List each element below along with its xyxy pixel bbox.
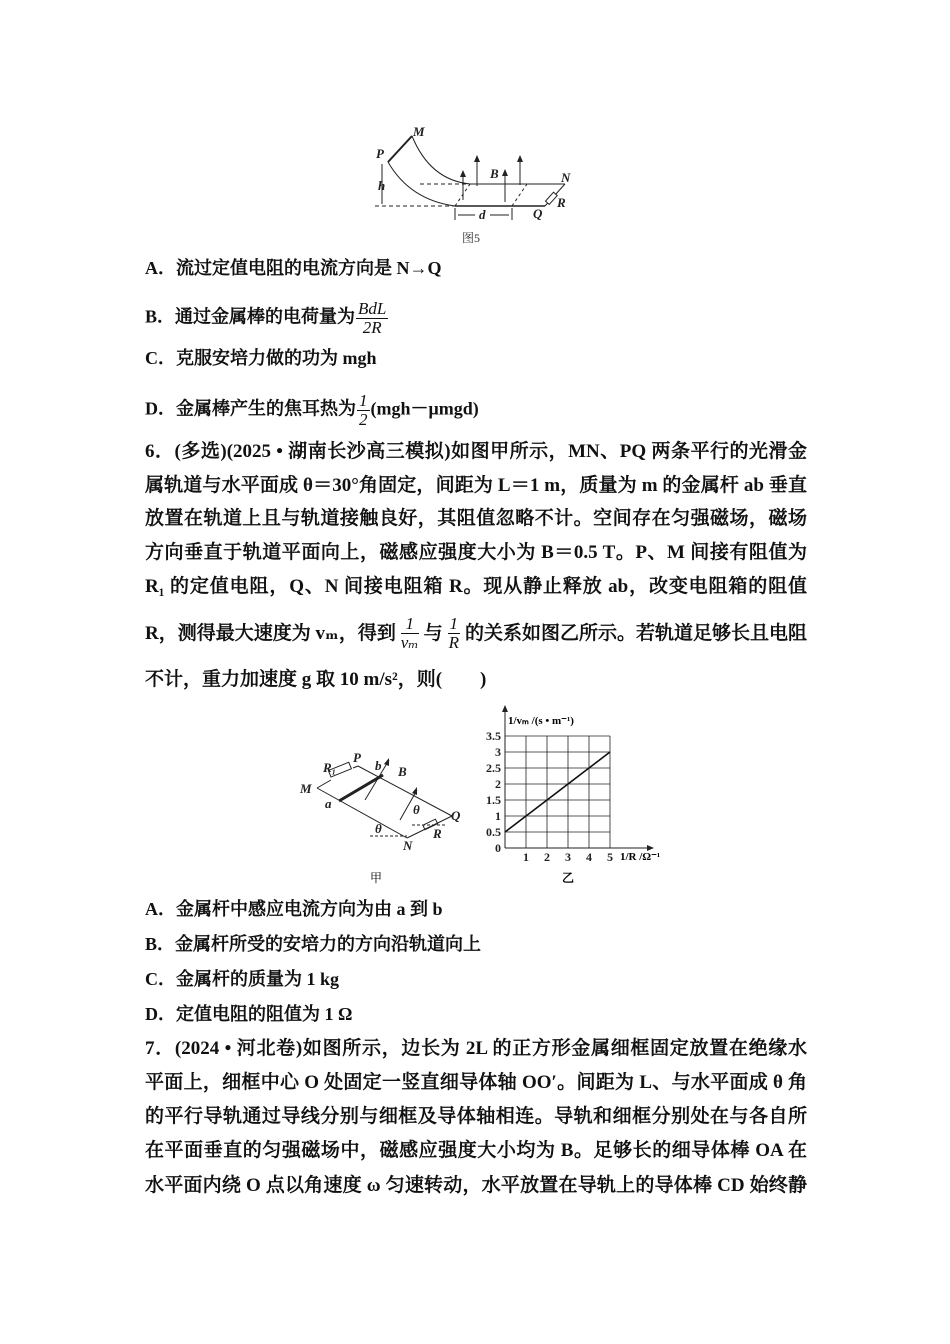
q5-option-b-text: B．通过金属棒的电荷量为 <box>145 306 356 327</box>
fraction <box>357 392 370 429</box>
q5-option-c: C．克服安培力做的功为 mgh <box>145 348 377 368</box>
q7-line: 水平面内绕 O 点以角速度 ω 匀速转动，水平放置在导轨上的导体棒 CD 始终静 <box>145 1175 807 1196</box>
x-axis-label: 1/R /Ω⁻¹ <box>620 851 661 863</box>
y-axis-label: 1/vₘ /(s • m⁻¹) <box>508 715 574 727</box>
q7-line: 平面上，细框中心 O 处固定一竖直细导体轴 OO′。间距为 L、与水平面成 θ 角 <box>145 1072 807 1093</box>
denominator: R <box>448 633 459 652</box>
q6-line-text: 与 <box>423 622 443 644</box>
figure-5-caption: 图5 <box>462 231 481 245</box>
denominator: vₘ <box>400 633 419 652</box>
label-P: P <box>376 146 384 161</box>
q6-line-text: R，测得最大速度为 vₘ，得到 <box>145 622 396 644</box>
q5-option-d-expr: (mgh－μmgd) <box>370 398 479 419</box>
q6-option-d: D．定值电阻的阻值为 1 Ω <box>145 1004 353 1024</box>
label-M: M <box>413 124 425 139</box>
q6-option-b: B．金属杆所受的安培力的方向沿轨道向上 <box>145 934 482 954</box>
fraction-1-over-vm <box>401 615 419 652</box>
q6-line: 方向垂直于轨道平面向上，磁感应强度大小为 B＝0.5 T。P、M 间接有阻值为 <box>145 542 807 563</box>
q7-line: 在平面垂直的匀强磁场中，磁感应强度大小均为 B。足够长的细导体棒 OA 在 <box>145 1140 807 1161</box>
y-tick-label: 2.5 <box>486 761 501 775</box>
q5-option-d <box>145 392 479 429</box>
x-tick-label: 1 <box>523 850 529 864</box>
q6-line: 6．(多选)(2025 • 湖南长沙高三模拟)如图甲所示，MN、PQ 两条平行的光滑金 <box>145 441 807 462</box>
figure-5 <box>370 120 590 250</box>
x-tick-label: 4 <box>586 850 592 864</box>
q5-option-d-text: D．金属棒产生的焦耳热为 <box>145 398 356 419</box>
q6-option-a: A．金属杆中感应电流方向为由 a 到 b <box>145 899 443 919</box>
numerator: 1 <box>359 391 368 410</box>
y-tick-label: 0 <box>495 841 501 855</box>
figure-jia <box>295 740 465 890</box>
q6-line-fractions <box>145 615 807 652</box>
numerator: 1 <box>401 615 419 634</box>
label-m: M <box>300 781 312 796</box>
numerator: 1 <box>449 614 459 633</box>
label-h: h <box>378 178 386 193</box>
label-r1: R₁ <box>323 760 337 775</box>
fraction-1-over-r <box>448 615 461 652</box>
q7-line: 7．(2024 • 河北卷)如图所示，边长为 2L 的正方形金属细框固定放置在绝缘水 <box>145 1038 807 1059</box>
label-Q: Q <box>533 206 543 221</box>
denominator: 2 <box>359 410 368 429</box>
label-d: d <box>479 207 486 222</box>
q6-option-c: C．金属杆的质量为 1 kg <box>145 969 340 989</box>
label-r: R <box>433 826 442 841</box>
q5-option-a: A．流过定值电阻的电流方向是 N→Q <box>145 258 442 278</box>
label-theta-bottom: θ <box>375 821 382 836</box>
y-tick-label: 3.5 <box>486 729 501 743</box>
label-p: P <box>353 750 361 765</box>
fraction <box>356 300 388 337</box>
data-line <box>505 752 610 832</box>
label-theta-top: θ <box>413 802 420 817</box>
figure-yi-chart <box>470 700 670 890</box>
label-R: R <box>557 195 566 210</box>
q7-line: 的平行导轨通过导线分别与细框及导体轴相连。导轨和细框分别处在与各自所 <box>145 1106 807 1127</box>
x-tick-label: 5 <box>607 850 613 864</box>
y-tick-label: 0.5 <box>486 825 501 839</box>
q6-line: R₁ 的定值电阻，Q、N 间接电阻箱 R。现从静止释放 ab，改变电阻箱的阻值 <box>145 576 807 597</box>
q6-line: 放置在轨道上且与轨道接触良好，其阻值忽略不计。空间存在匀强磁场，磁场 <box>145 508 807 529</box>
label-b: b <box>375 758 382 773</box>
label-B: B <box>490 166 499 181</box>
denominator: 2R <box>362 318 382 337</box>
y-tick-label: 3 <box>495 745 501 759</box>
label-b-field: B <box>398 764 407 779</box>
numerator: BdL <box>358 299 387 318</box>
chart-caption: 乙 <box>562 871 575 885</box>
x-tick-label: 2 <box>544 850 550 864</box>
y-tick-label: 1 <box>495 809 501 823</box>
y-tick-label: 2 <box>495 777 501 791</box>
q6-line: 不计，重力加速度 g 取 10 m/s²，则( ) <box>145 669 487 690</box>
y-tick-label: 1.5 <box>486 793 501 807</box>
figure-jia-caption: 甲 <box>370 871 383 885</box>
label-n: N <box>403 838 413 853</box>
q6-line-text: 的关系如图乙所示。若轨道足够长且电阻 <box>464 622 807 644</box>
label-q: Q <box>451 808 461 823</box>
label-a: a <box>325 796 332 811</box>
x-tick-label: 3 <box>565 850 571 864</box>
q5-option-b <box>145 300 389 337</box>
q6-line: 属轨道与水平面成 θ＝30°角固定，间距为 L＝1 m，质量为 m 的金属杆 ab 垂直 <box>145 475 807 496</box>
label-N: N <box>561 170 571 185</box>
